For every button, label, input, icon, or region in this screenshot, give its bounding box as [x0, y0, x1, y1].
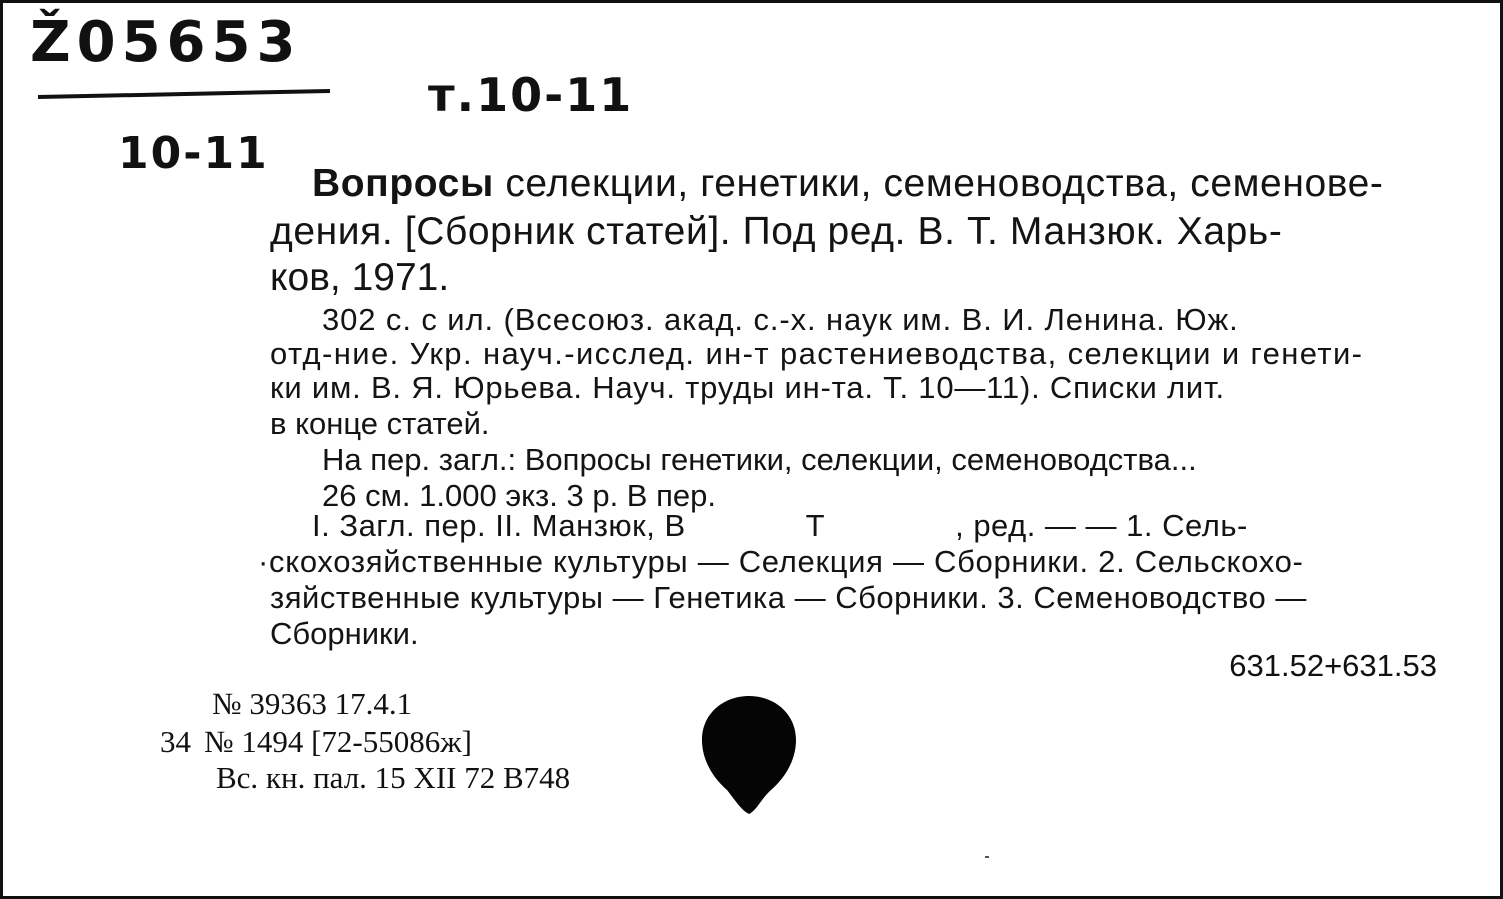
- subjects-line-3: зяйственные культуры — Генетика — Сборники. 3. Семеноводство —: [270, 580, 1307, 615]
- title-line-1: [312, 162, 1384, 206]
- title-lead-word: Вопросы: [312, 162, 494, 205]
- accession-line-2: [160, 724, 472, 760]
- description-line-5: На пер. загл.: Вопросы генетики, селекции, семеноводства...: [322, 442, 1197, 477]
- classification-number: 631.52+631.53: [1229, 648, 1437, 683]
- description-line-6: 26 см. 1.000 экз. 3 р. В пер.: [322, 478, 716, 513]
- accession-line-2-prefix: 34: [160, 724, 191, 759]
- description-line-4: в конце статей.: [270, 406, 490, 441]
- subjects-line-1-b: Т: [805, 508, 826, 543]
- subjects-line-2: ·скохозяйственные культуры — Селекция — Сборники. 2. Сельскохо-: [258, 544, 1304, 579]
- handwritten-volume-mark: т.10-11: [428, 68, 634, 122]
- title-line-3: ков, 1971.: [270, 256, 450, 299]
- title-line-2: дения. [Сборник статей]. Под ред. В. Т. Манзюк. Харь-: [270, 210, 1283, 253]
- subjects-line-1: [312, 508, 1248, 544]
- ink-blot-mark: [701, 694, 797, 816]
- title-line-1-rest: селекции, генетики, семеноводства, семенове-: [505, 162, 1384, 205]
- description-line-2: отд-ние. Укр. науч.-исслед. ин-т растениеводства, селекции и генети-: [270, 336, 1364, 371]
- accession-line-3: Вс. кн. пал. 15 XII 72 В748: [216, 760, 571, 795]
- accession-line-1: [212, 686, 412, 722]
- accession-line-2-text: № 1494 [72-55086ж]: [204, 724, 472, 759]
- subjects-line-1-c: , ред. — — 1. Сель-: [955, 508, 1248, 543]
- subjects-line-4: Сборники.: [270, 616, 419, 651]
- accession-line-1-text: № 39363 17.4.1: [212, 686, 413, 721]
- subjects-line-1-a: I. Загл. пер. II. Манзюк, В: [312, 508, 686, 543]
- handwritten-call-number: Ž05653: [30, 10, 302, 75]
- handwritten-margin-mark: 10-11: [118, 128, 269, 179]
- description-line-3: ки им. В. Я. Юрьева. Науч. труды ин-та. Т. 10—11). Списки лит.: [270, 370, 1225, 405]
- paper-speck: [985, 856, 989, 858]
- description-line-1: 302 с. с ил. (Всесоюз. акад. с.-х. наук им. В. И. Ленина. Юж.: [322, 302, 1239, 337]
